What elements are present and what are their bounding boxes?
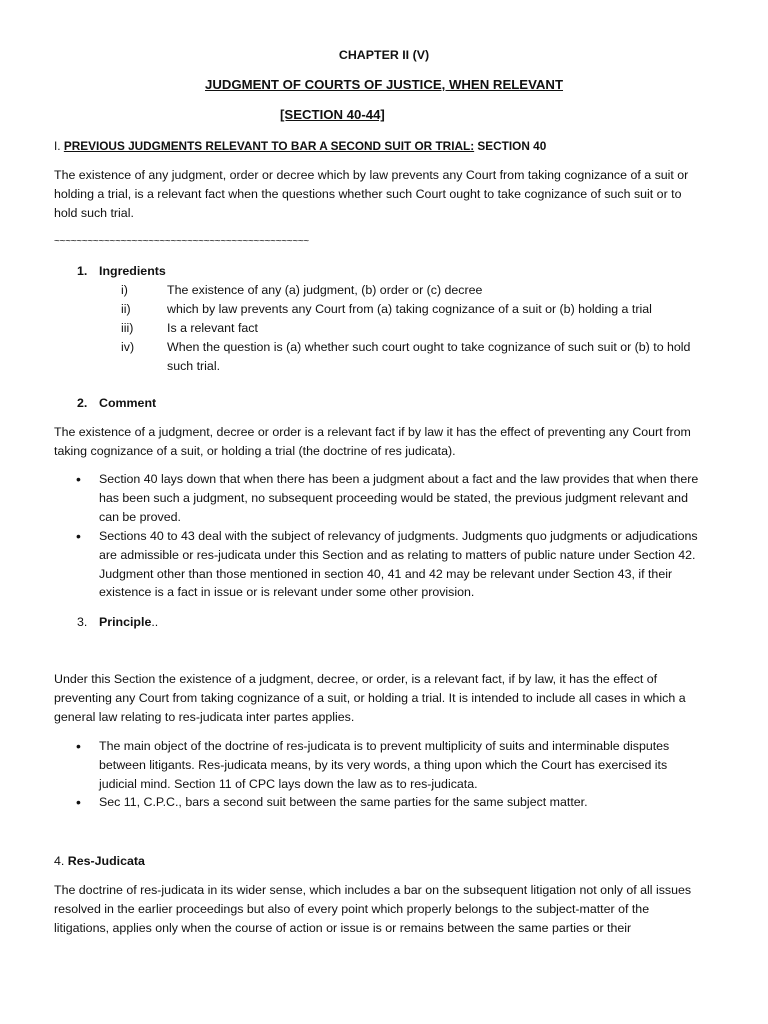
principle-heading-text: Principle — [99, 615, 152, 629]
principle-number: 3. — [77, 615, 88, 629]
list-item: Sections 40 to 43 deal with the subject of relevancy of judgments. Judgments quo judgments or adjudications are admissible or res-judicata under this Section and as relating to matters of public nature under Section 42. Judgment other than those mentioned in section 40, 41 and 42 may be relevant under Section 43, if their existence is a fact in issue or is relevant under some other provision. — [99, 529, 698, 600]
list-item: Sec 11, C.P.C., bars a second suit between the same parties for the same subject matter. — [99, 795, 588, 809]
principle-heading-suffix: .. — [151, 615, 159, 629]
ingredient-num: ii) — [121, 302, 131, 316]
section-range: [SECTION 40-44] — [280, 107, 385, 122]
bullet-icon: • — [76, 471, 81, 487]
principle-heading — [99, 613, 158, 632]
ingredient-text: When the question is (a) whether such court ought to take cognizance of such suit or (b) to hold such trial. — [167, 340, 691, 373]
principle-paragraph: Under this Section the existence of a judgment, decree, or order, is a relevant fact, if by law, it has the effect of preventing any Court from taking cognizance of a suit, or holding a trial. It is intended to include all cases in which a general law relating to res-judicata inter partes applies. — [54, 672, 686, 724]
ingredients-number: 1. — [77, 264, 88, 278]
ingredient-text: which by law prevents any Court from (a) taking cognizance of a suit or (b) holding a trial — [167, 302, 652, 316]
chapter-label: CHAPTER II (V) — [338, 48, 430, 62]
ingredient-text: Is a relevant fact — [167, 321, 258, 335]
ingredient-num: iii) — [121, 321, 134, 335]
bullet-icon: • — [76, 794, 81, 810]
list-item: The main object of the doctrine of res-judicata is to prevent multiplicity of suits and interminable disputes between litigants. Res-judicata means, by its very words, a thing upon which the Court has exercised its judicial mind. Section 11 of CPC lays down the law as to res-judicata. — [99, 739, 670, 791]
document-title: JUDGMENT OF COURTS OF JUSTICE, WHEN RELEVANT — [204, 77, 564, 92]
intro-paragraph: The existence of any judgment, order or decree which by law prevents any Court from taking cognizance of a suit or holding a trial, is a relevant fact when the questions whether such Court ought to take cognizance of such suit or to hold such trial. — [54, 168, 689, 220]
comment-paragraph: The existence of a judgment, decree or order is a relevant fact if by law it has the effect of preventing any Court from taking cognizance of a suit, or holding a trial (the doctrine of res judicata). — [54, 425, 691, 458]
res-judicata-paragraph: The doctrine of res-judicata in its wider sense, which includes a bar on the subsequent litigation not only of all issues resolved in the earlier proceedings but also of every point which properly belongs to the subject-matter of the litigations, applies only when the course of action or issue is or remains between the same parties or their — [54, 883, 692, 935]
heading-underlined: PREVIOUS JUDGMENTS RELEVANT TO BAR A SECOND SUIT OR TRIAL: — [63, 139, 475, 153]
ingredient-num: iv) — [121, 340, 135, 354]
comment-heading: Comment — [99, 396, 157, 410]
comment-number: 2. — [77, 396, 88, 410]
bullet-icon: • — [76, 528, 81, 544]
res-judicata-heading-text: Res-Judicata — [67, 854, 145, 868]
ingredients-heading: Ingredients — [99, 264, 166, 278]
divider: ~~~~~~~~~~~~~~~~~~~~~~~~~~~~~~~~~~~~~~~~~~~~~~ — [54, 236, 309, 247]
heading-suffix: SECTION 40 — [474, 139, 547, 153]
ingredient-text: The existence of any (a) judgment, (b) order or (c) decree — [167, 283, 483, 297]
res-judicata-number: 4. — [54, 854, 68, 868]
ingredient-num: i) — [121, 283, 128, 297]
heading-previous-judgments — [54, 137, 546, 156]
list-item: Section 40 lays down that when there has been a judgment about a fact and the law provides that when there has been such a judgment, no subsequent proceeding would be stated, the previous judgment relevant and can be proved. — [99, 472, 699, 524]
heading-prefix: I. — [54, 139, 64, 153]
res-judicata-heading — [54, 852, 145, 871]
bullet-icon: • — [76, 738, 81, 754]
